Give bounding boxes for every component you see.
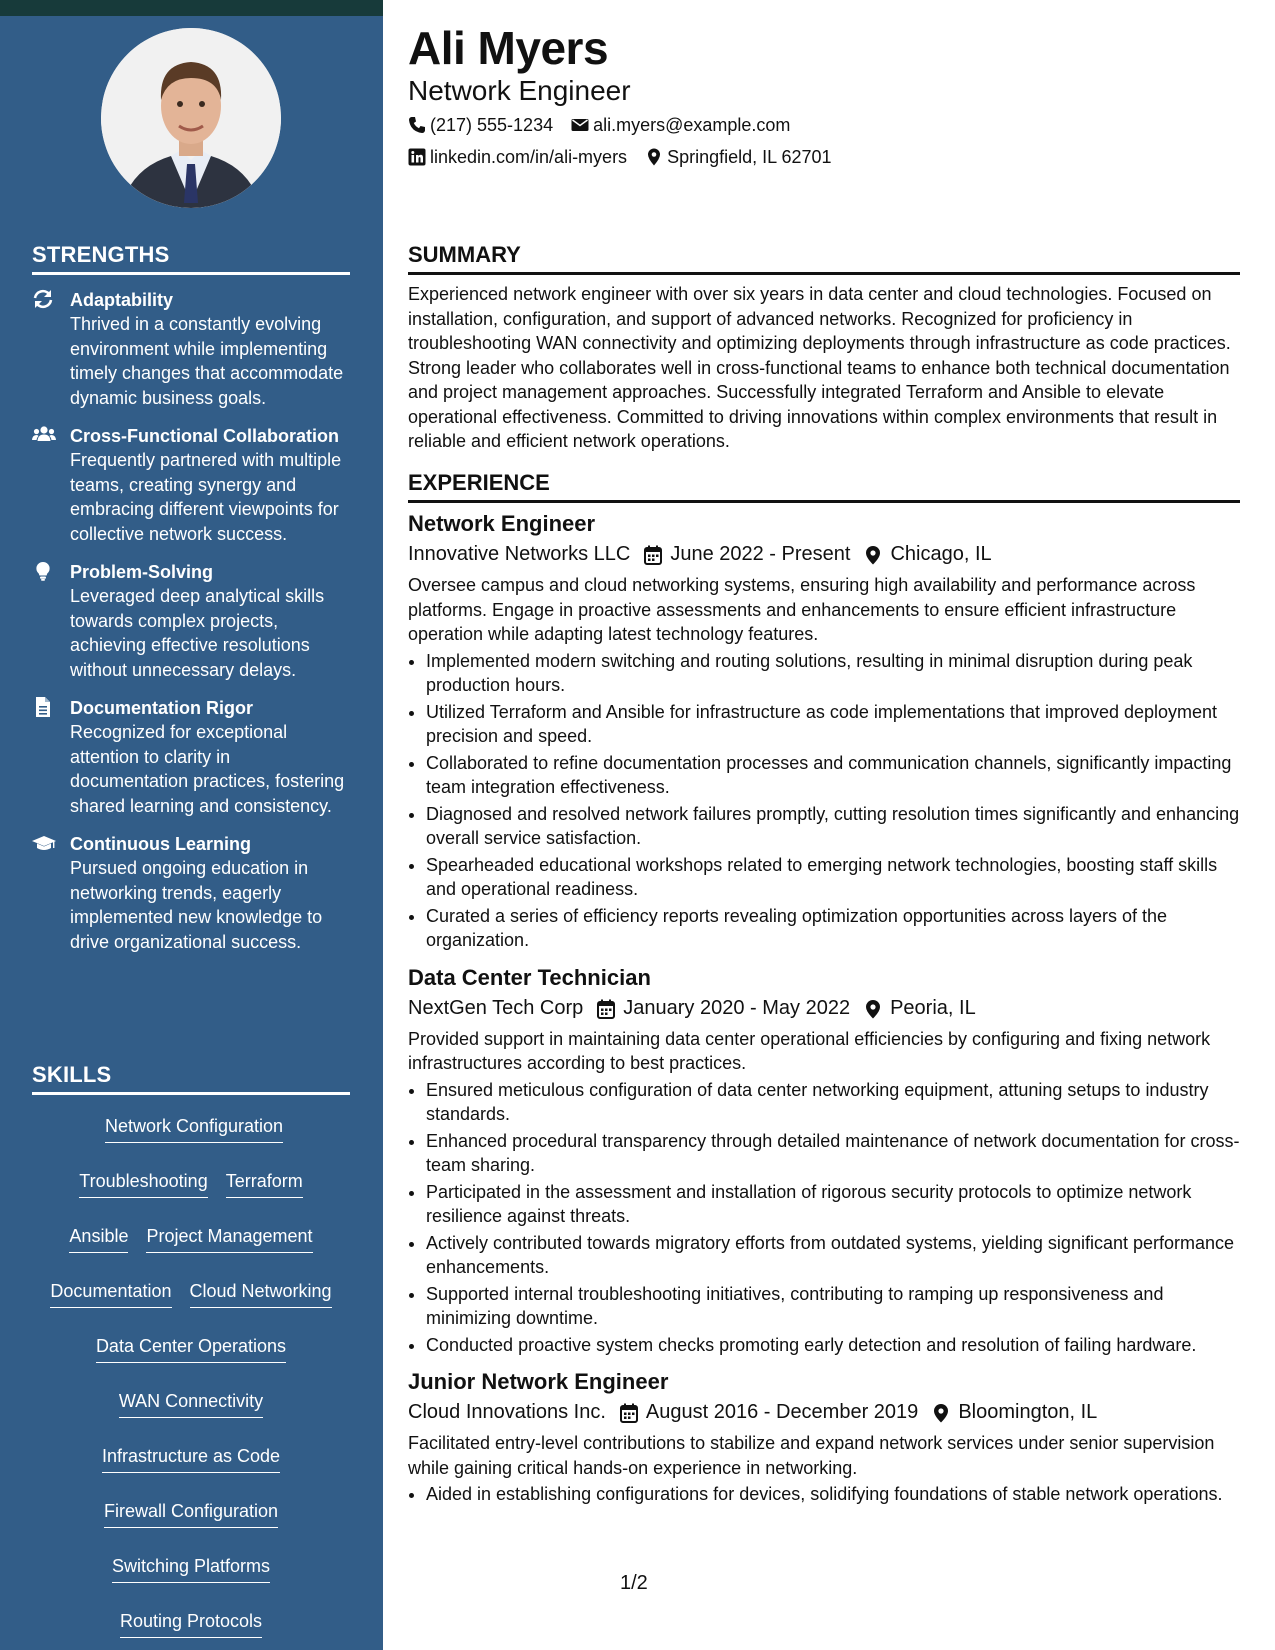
job-bullet: • Enhanced procedural transparency through detailed maintenance of network documentation for cross-team sharing.	[426, 1129, 1240, 1178]
linkedin-icon	[408, 148, 426, 166]
location-text: Springfield, IL 62701	[667, 147, 832, 167]
job-meta	[408, 993, 1240, 1023]
skills-list	[32, 1114, 350, 1638]
strength-item	[32, 560, 352, 682]
location-pin-icon	[932, 1402, 950, 1422]
location-pin-icon	[645, 148, 663, 166]
job-bullets	[408, 649, 1240, 953]
location-pin-icon	[864, 544, 882, 564]
sync-icon	[32, 289, 56, 309]
strength-title: Continuous Learning	[70, 834, 251, 854]
strength-item	[32, 424, 352, 546]
job-bullets	[408, 1482, 1240, 1507]
job-title: Junior Network Engineer	[408, 1369, 669, 1394]
job-dates: January 2020 - May 2022	[623, 996, 851, 1019]
job-meta	[408, 1397, 1240, 1427]
graduation-cap-icon	[32, 833, 56, 853]
calendar-icon	[620, 1402, 638, 1422]
experience-list	[408, 509, 1240, 1517]
skill-tag: Network Configuration	[105, 1114, 283, 1143]
calendar-icon	[597, 998, 615, 1018]
summary-heading: SUMMARY	[408, 242, 1240, 275]
job-bullet: • Collaborated to refine documentation processes and communication channels, significantly impacting team integration effectiveness.	[426, 751, 1240, 800]
linkedin-link[interactable]: linkedin.com/in/ali-myers	[430, 147, 628, 167]
skill-tag: Data Center Operations	[96, 1334, 286, 1363]
email-icon	[571, 116, 589, 134]
job-bullet: • Spearheaded educational workshops related to emerging network technologies, boosting staff skills and operational readiness.	[426, 853, 1240, 902]
job-description: Provided support in maintaining data center operational efficiencies by configuring and fixing network infrastructures according to best practices.	[408, 1028, 1211, 1073]
skill-tag: Infrastructure as Code	[102, 1444, 280, 1473]
job-bullet: • Supported internal troubleshooting initiatives, contributing to ramping up responsiveness and minimizing downtime.	[426, 1282, 1240, 1331]
document-icon	[32, 697, 56, 717]
calendar-icon	[644, 544, 662, 564]
job-location: Chicago, IL	[890, 543, 992, 565]
job-entry	[408, 509, 1240, 953]
lightbulb-icon	[32, 561, 56, 581]
job-title: Data Center Technician	[408, 964, 651, 990]
email-link[interactable]: ali.myers@example.com	[593, 115, 791, 135]
strength-item	[32, 288, 352, 410]
job-dates: August 2016 - December 2019	[645, 1401, 919, 1423]
sidebar	[0, 16, 383, 1650]
strength-title: Adaptability	[70, 290, 174, 310]
strength-description: Recognized for exceptional attention to clarity in documentation practices, fostering shared learning and consistency.	[70, 722, 345, 816]
location-pin-icon	[864, 998, 882, 1018]
skill-tag: Cloud Networking	[190, 1279, 332, 1308]
job-company: Innovative Networks LLC	[408, 543, 631, 565]
users-icon	[32, 425, 56, 445]
strength-item	[32, 696, 352, 818]
job-bullet: • Implemented modern switching and routing solutions, resulting in minimal disruption during peak production hours.	[426, 649, 1240, 698]
job-bullet: • Utilized Terraform and Ansible for infrastructure as code implementations that improved deployment precision and speed.	[426, 700, 1240, 749]
top-accent-bar	[0, 0, 383, 16]
strength-title: Problem-Solving	[70, 562, 214, 582]
skill-tag: Switching Platforms	[112, 1554, 270, 1583]
strengths-list	[32, 288, 352, 968]
skill-tag: Troubleshooting	[79, 1169, 207, 1198]
job-company: Cloud Innovations Inc.	[408, 1401, 606, 1423]
candidate-name: Ali Myers	[408, 22, 609, 74]
skill-tag: Firewall Configuration	[104, 1499, 278, 1528]
skills-heading: SKILLS	[32, 1062, 350, 1095]
job-meta	[408, 539, 1240, 569]
job-company: NextGen Tech Corp	[408, 996, 584, 1019]
strength-description: Pursued ongoing education in networking trends, eagerly implemented new knowledge to drive organizational success.	[70, 858, 323, 952]
phone-icon	[408, 116, 426, 134]
job-description: Oversee campus and cloud networking systems, ensuring high availability and performance across platforms. Engage in proactive assessments and enhancements to ensure efficient infrastructure operation while adapting latest technology features.	[408, 575, 1196, 644]
job-description: Facilitated entry-level contributions to stabilize and expand network services under senior supervision while gaining critical hands-on experience in networking.	[408, 1433, 1215, 1478]
job-location: Bloomington, IL	[958, 1401, 1098, 1423]
skill-tag: Project Management	[146, 1224, 312, 1253]
strengths-heading: STRENGTHS	[32, 242, 350, 275]
job-bullet: • Curated a series of efficiency reports revealing optimization opportunities across layers of the organization.	[426, 904, 1240, 953]
skill-tag: Terraform	[226, 1169, 303, 1198]
contact-row	[408, 113, 808, 137]
summary-text: Experienced network engineer with over six years in data center and cloud technologies. Focused on installation, configuration, and support of advanced networks. Recognized for proficiency in troubleshooting WAN connectivity and optimizing deployments through infrastructure as code practices. Strong leader who collaborates well in cross-functional teams to enhance both technical documentation and project management approaches. Successfully integrated Terraform and Ansible to elevate operational effectiveness. Committed to driving innovations within complex environments that result in reliable and efficient network operations.	[408, 284, 1231, 451]
page-number: 1/2	[620, 1572, 648, 1594]
job-bullet: • Conducted proactive system checks promoting early detection and resolution of failing hardware.	[426, 1333, 1240, 1358]
job-location: Peoria, IL	[890, 996, 976, 1019]
job-entry	[408, 1367, 1240, 1507]
phone-text: (217) 555-1234	[430, 115, 554, 135]
skill-tag: Ansible	[69, 1224, 128, 1253]
job-bullet: • Ensured meticulous configuration of data center networking equipment, attuning setups to industry standards.	[426, 1078, 1240, 1127]
strength-description: Frequently partnered with multiple teams, creating synergy and embracing different viewpoints for collective network success.	[70, 450, 342, 544]
strength-description: Leveraged deep analytical skills towards complex projects, achieving effective resolutions without unnecessary delays.	[70, 586, 325, 680]
job-dates: June 2022 - Present	[670, 543, 851, 565]
job-entry	[408, 963, 1240, 1358]
strength-description: Thrived in a constantly evolving environment while implementing timely changes that accommodate dynamic business goals.	[70, 314, 344, 408]
strength-title: Cross-Functional Collaboration	[70, 426, 340, 446]
contact-row	[408, 145, 850, 169]
job-bullet: • Aided in establishing configurations for devices, solidifying foundations of stable network operations.	[426, 1482, 1240, 1507]
job-bullets	[408, 1078, 1240, 1358]
profile-photo	[101, 28, 281, 208]
job-bullet: • Participated in the assessment and installation of rigorous security protocols to optimize network resilience against threats.	[426, 1180, 1240, 1229]
skill-tag: Routing Protocols	[120, 1609, 262, 1638]
job-bullet: • Diagnosed and resolved network failures promptly, cutting resolution times significantly and enhancing overall service satisfaction.	[426, 802, 1240, 851]
candidate-title: Network Engineer	[408, 75, 631, 106]
experience-heading: EXPERIENCE	[408, 470, 1240, 503]
job-title: Network Engineer	[408, 511, 596, 536]
strength-title: Documentation Rigor	[70, 698, 253, 718]
job-bullet: • Actively contributed towards migratory efforts from outdated systems, yielding significant performance enhancements.	[426, 1231, 1240, 1280]
skill-tag: Documentation	[50, 1279, 171, 1308]
strength-item	[32, 832, 352, 954]
skill-tag: WAN Connectivity	[119, 1389, 263, 1418]
